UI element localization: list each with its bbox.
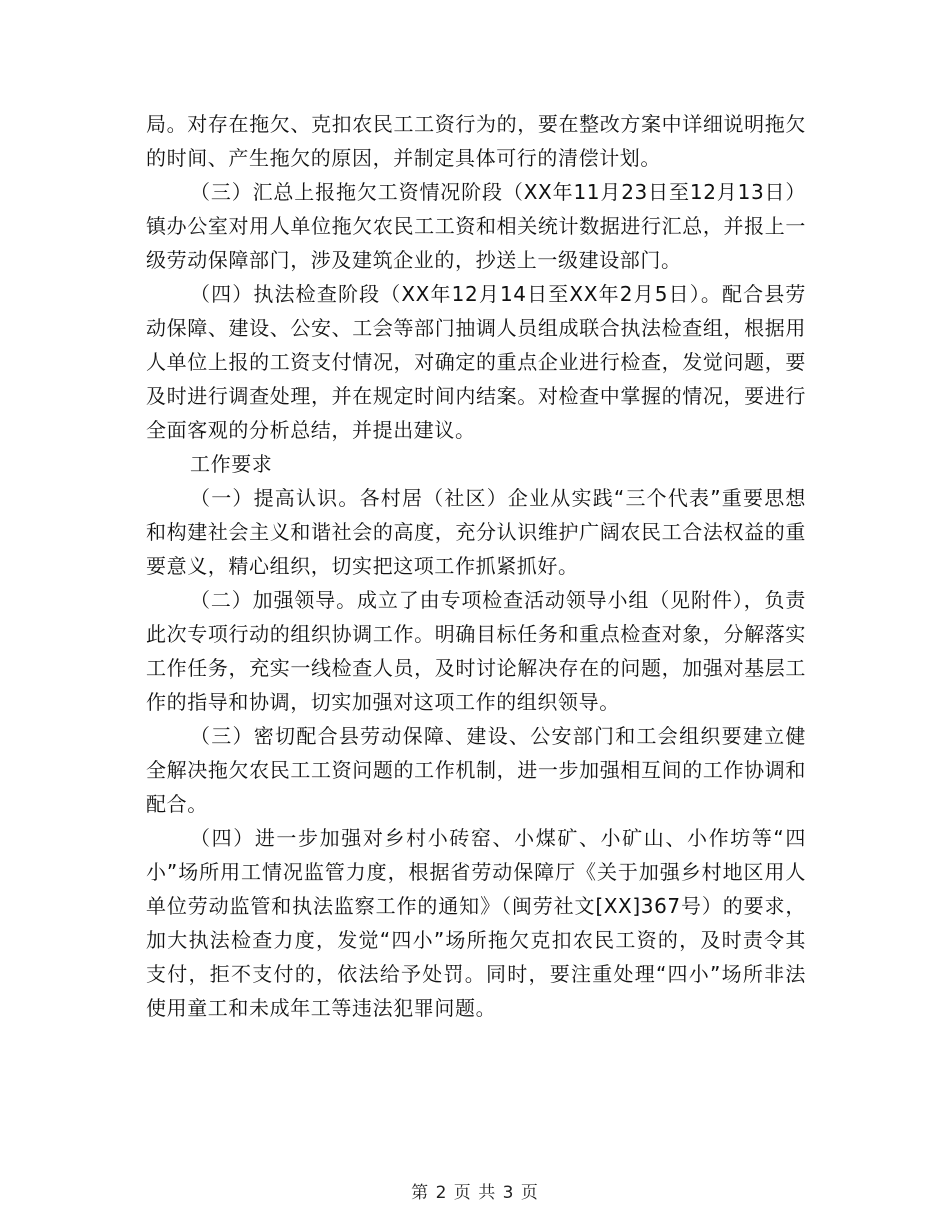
- page-number-footer: 第 2 页 共 3 页: [411, 1183, 539, 1203]
- paragraph-stage-three: （三）汇总上报拖欠工资情况阶段（XX年11月23日至12月13日）镇办公室对用人单位拖欠农民工工资和相关统计数据进行汇总，并报上一级劳动保障部门，涉及建筑企业的，抄送上一级建设部门。: [146, 180, 806, 272]
- section-heading-work-requirements: 工作要求: [190, 452, 273, 476]
- paragraph-requirement-two: （二）加强领导。成立了由专项检查活动领导小组（见附件），负责此次专项行动的组织协调工作。明确目标任务和重点检查对象，分解落实工作任务，充实一线检查人员，及时讨论解决存在的问题，加强对基层工作的指导和协调，切实加强对这项工作的组织领导。: [146, 588, 806, 714]
- paragraph-requirement-four: （四）进一步加强对乡村小砖窑、小煤矿、小矿山、小作坊等“四小”场所用工情况监管力度，根据省劳动保障厅《关于加强乡村地区用人单位劳动监管和执法监察工作的通知》（闽劳社文[XX]367号）的要求，加大执法检查力度，发觉“四小”场所拖欠克扣农民工资的，及时责令其支付，拒不支付的，依法给予处罚。同时，要注重处理“四小”场所非法使用童工和未成年工等违法犯罪问题。: [146, 826, 806, 1020]
- paragraph-requirement-three: （三）密切配合县劳动保障、建设、公安部门和工会组织要建立健全解决拖欠农民工工资问题的工作机制，进一步加强相互间的工作协调和配合。: [146, 724, 806, 816]
- document-body: [146, 107, 806, 1025]
- paragraph-continuation: 局。对存在拖欠、克扣农民工工资行为的，要在整改方案中详细说明拖欠的时间、产生拖欠的原因，并制定具体可行的清偿计划。: [146, 112, 806, 170]
- paragraph-stage-four: （四）执法检查阶段（XX年12月14日至XX年2月5日）。配合县劳动保障、建设、公安、工会等部门抽调人员组成联合执法检查组，根据用人单位上报的工资支付情况，对确定的重点企业进行检查，发觉问题，要及时进行调查处理，并在规定时间内结案。对检查中掌握的情况，要进行全面客观的分析总结，并提出建议。: [146, 282, 806, 442]
- paragraph-requirement-one: （一）提高认识。各村居（社区）企业从实践“三个代表”重要思想和构建社会主义和谐社会的高度，充分认识维护广阔农民工合法权益的重要意义，精心组织，切实把这项工作抓紧抓好。: [146, 486, 806, 578]
